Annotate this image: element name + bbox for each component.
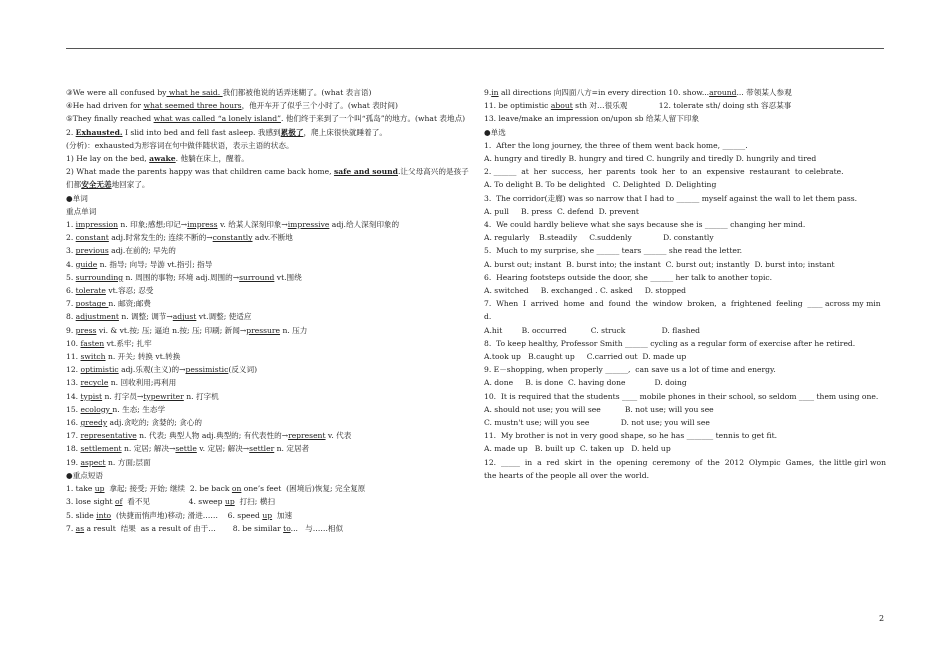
list-item: 4. guide n. 指导; 向导; 导游 vt.指引; 指导 [66, 259, 213, 269]
question-options: A. hungry and tiredly B. hungry and tired C. hungrily and tiredly D. hungrily and tired [484, 154, 817, 164]
list-item: 16. greedy adj.贪吃的; 贪婪的; 贪心的 [66, 418, 202, 428]
list-item: 18. settlement n. 定居; 解决→settle v. 定居; 解决→settler n. 定居者 [66, 444, 310, 454]
list-item: 19. aspect n. 方面;层面 [66, 457, 151, 467]
question-options: A. To delight B. To be delighted C. Delighted D. Delighting [484, 180, 717, 190]
example-awake: 1) He lay on the bed, awake. 他躺在床上，醒着。 [66, 154, 249, 164]
right-column [484, 86, 889, 482]
example-what-said: ③We were all confused by what he said. 我们都被他说的话弄迷糊了。(what 表言语) [66, 88, 372, 97]
question-options: A.took up B.caught up C.carried out D. made up [484, 352, 687, 362]
question-text: 9. E－shopping, when properly ______, can save us a lot of time and energy. [484, 365, 776, 375]
list-item: 1. impression n. 印象;感想;印记→impress v. 给某人深刻印象→impressive adj.给人深刻印象的 [66, 220, 400, 230]
question-text: 3. The corridor(走廊) was so narrow that I had to ______ myself against the wall to let them pass. [484, 193, 858, 203]
phrase-optimistic: 11. be optimistic about sth 对…很乐观 12. tolerate sth/ doing sth 容忍某事 [484, 101, 792, 111]
list-item: 1. take up 拿起; 接受; 开始; 继续 2. be back on one’s feet (困境后)恢复; 完全复原 [66, 484, 366, 494]
list-item: 3. previous adj.在前的; 早先的 [66, 246, 176, 256]
list-item: 7. postage n. 邮资;邮费 [66, 299, 152, 309]
word-list [66, 218, 470, 469]
list-item: 8. adjustment n. 调整; 调节→adjust vt.调整; 使适应 [66, 312, 252, 322]
example-what-hours: ④He had driven for what seemed three hours，他开车开了似乎三个小时了。(what 表时间) [66, 101, 398, 111]
question-text: 6. Hearing footsteps outside the door, she ______ her talk to another topic. [484, 272, 773, 282]
header-rule [66, 48, 884, 49]
list-item: 15. ecology n. 生态; 生态学 [66, 404, 166, 414]
list-item: 17. representative n. 代表; 典型人物 adj.典型的; 有代表性的→represent v. 代表 [66, 431, 352, 441]
question-options: A.hit B. occurred C. struck D. flashed [484, 325, 700, 335]
question-options: A. switched B. exchanged . C. asked D. stopped [484, 286, 687, 296]
phrases-header: ●重点短语 [66, 470, 104, 480]
page-number: 2 [879, 614, 885, 623]
list-item: 3. lose sight of 看不见 4. sweep up 打扫; 横扫 [66, 497, 275, 507]
list-item: 6. tolerate vt.容忍; 忍受 [66, 286, 154, 296]
question-options: A. regularly B.steadily C.suddenly D. constantly [484, 233, 714, 243]
question-text: 11. My brother is not in very good shape, so he has _______ tennis to get fit. [484, 431, 778, 441]
question-list [484, 139, 889, 482]
question-options: A. made up B. built up C. taken up D. held up [484, 444, 671, 454]
example-safe-sound: 2) What made the parents happy was that children came back home, safe and sound.让父母高兴的是孩子们都安全无恙地回家了。 [66, 167, 469, 190]
question-text: 5. Much to my surprise, she ______ tears ______ she read the letter. [484, 246, 743, 256]
analysis-note: (分析)：exhausted为形容词在句中做伴随状语，表示主语的状态。 [66, 140, 294, 150]
choice-header: ●单选 [484, 127, 506, 137]
list-item: 12. optimistic adj.乐观(主义)的→pessimistic(反义词) [66, 365, 258, 375]
list-item: 9. press vi. & vt.按; 压; 逼迫 n.按; 压; 印刷; 新闻→pressure n. 压力 [66, 325, 308, 335]
words-subheader: 重点单词 [66, 206, 97, 216]
list-item: 10. fasten vt.系牢; 扎牢 [66, 338, 152, 348]
list-item: 2. constant adj.时常发生的; 连续不断的→constantly adv.不断地 [66, 233, 293, 243]
list-item: 5. surrounding n. 周围的事物; 环境 adj.周围的→surround vt.围绕 [66, 272, 302, 282]
phrase-directions: 9.in all directions 向四面八方=in every direction 10. show...around... 带领某人参观 [484, 88, 792, 97]
question-text: 12. _____ in a red skirt in the opening ceremony of the 2012 Olympic Games, the little girl won the hearts of the people all over the world. [484, 457, 889, 480]
question-text: 10. It is required that the students ____ mobile phones in their school, so seldom ____ them using one. [484, 391, 879, 401]
list-item: 11. switch n. 开关; 转换 vt.转换 [66, 352, 181, 362]
phrase-impression: 13. leave/make an impression on/upon sb 给某人留下印象 [484, 114, 700, 124]
list-item: 14. typist n. 打字员→typewriter n. 打字机 [66, 391, 219, 401]
question-options: A. should not use; you will see B. not use; will you see C. mustn't use; will you see D. not use; you will see [484, 404, 714, 428]
example-exhausted: 2. Exhausted. I slid into bed and fell fast asleep. 我感到累极了，爬上床很快就睡着了。 [66, 127, 387, 137]
left-column [66, 86, 470, 535]
list-item: 5. slide into (快捷而悄声地)移动; 滑进…… 6. speed up 加速 [66, 510, 293, 520]
question-text: 8. To keep healthy, Professor Smith ______ cycling as a regular form of exercise after he retired. [484, 338, 856, 348]
question-text: 1. After the long journey, the three of them went back home, ______. [484, 140, 748, 150]
list-item: 13. recycle n. 回收利用;再利用 [66, 378, 177, 388]
question-text: 4. We could hardly believe what she says because she is ______ changing her mind. [484, 220, 806, 230]
example-what-island: ⑤They finally reached what was called “a lonely island”. 他们终于来到了一个叫“孤岛”的地方。(what 表地点) [66, 114, 466, 124]
phrase-list [66, 482, 470, 535]
list-item: 7. as a result 结果 as a result of 由于… 8. be similar to... 与……相似 [66, 523, 344, 533]
question-options: A. burst out; instant B. burst into; the instant C. burst out; instantly D. burst into; instant [484, 259, 835, 269]
question-options: A. pull B. press C. defend D. prevent [484, 206, 639, 216]
question-text: 7. When I arrived home and found the window broken, a frightened feeling ____ across my mind. [484, 299, 881, 322]
words-header: ●单词 [66, 193, 88, 203]
question-options: A. done B. is done C. having done D. doing [484, 378, 687, 388]
question-text: 2. ______ at her success, her parents took her to an expensive restaurant to celebrate. [484, 167, 844, 177]
